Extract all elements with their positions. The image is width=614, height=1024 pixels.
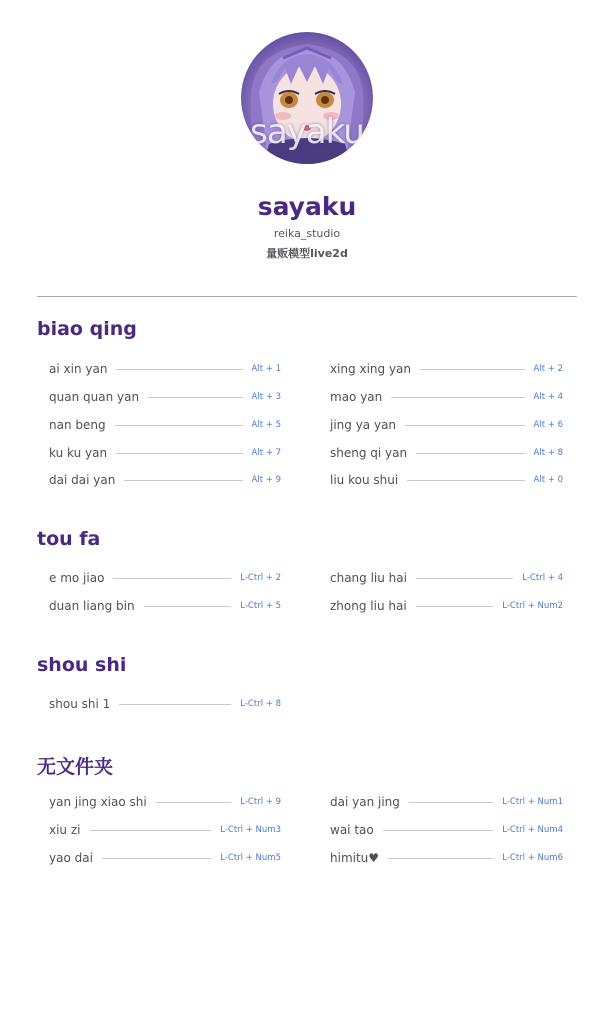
leader-line (405, 425, 525, 426)
hotkey-item (49, 416, 281, 434)
hotkey-item (330, 793, 563, 811)
hotkey-item (49, 793, 281, 811)
hotkey-item (49, 471, 281, 489)
hotkey-label: dai dai yan (49, 473, 116, 487)
hotkey-key: L-Ctrl + 4 (522, 573, 563, 583)
hotkey-key: L-Ctrl + 8 (240, 699, 281, 709)
hotkey-label: yao dai (49, 851, 93, 865)
hotkey-item (330, 416, 563, 434)
hotkey-key: Alt + 9 (251, 475, 281, 485)
leader-line (124, 480, 242, 481)
hotkey-label: ku ku yan (49, 446, 108, 460)
leader-line (416, 578, 513, 579)
hotkey-label: duan liang bin (49, 599, 135, 613)
hotkey-label: himitu♥ (330, 851, 380, 865)
hotkey-key: L-Ctrl + Num2 (502, 601, 563, 611)
hotkey-item (49, 388, 281, 406)
leader-line (407, 480, 524, 481)
leader-line (148, 397, 242, 398)
hotkey-key: Alt + 2 (533, 364, 563, 374)
leader-line (144, 606, 232, 607)
hotkey-label: xiu zi (49, 823, 81, 837)
hotkey-item (330, 821, 563, 839)
section-title-biao-qing: biao qing (37, 318, 137, 340)
leader-line (102, 858, 211, 859)
hotkey-key: Alt + 1 (251, 364, 281, 374)
hotkey-key: Alt + 8 (533, 448, 563, 458)
hotkey-key: L-Ctrl + Num5 (220, 853, 281, 863)
leader-line (115, 425, 243, 426)
hotkey-key: Alt + 4 (533, 392, 563, 402)
hotkey-label: liu kou shui (330, 473, 399, 487)
hotkey-label: chang liu hai (330, 571, 407, 585)
leader-line (113, 578, 231, 579)
hotkey-item (330, 388, 563, 406)
hotkey-key: L-Ctrl + Num6 (502, 853, 563, 863)
header-divider (37, 296, 577, 297)
hotkey-label: jing ya yan (330, 418, 397, 432)
hotkey-label: yan jing xiao shi (49, 795, 147, 809)
hotkey-key: Alt + 5 (251, 420, 281, 430)
hotkey-label: dai yan jing (330, 795, 400, 809)
leader-line (420, 369, 525, 370)
hotkey-key: Alt + 7 (251, 448, 281, 458)
hotkey-label: zhong liu hai (330, 599, 407, 613)
hotkey-key: L-Ctrl + 2 (240, 573, 281, 583)
hotkey-item (49, 444, 281, 462)
hotkey-key: L-Ctrl + Num1 (502, 797, 563, 807)
hotkey-label: sheng qi yan (330, 446, 408, 460)
leader-line (416, 453, 524, 454)
avatar-watermark-text: sayaku (250, 112, 364, 152)
hotkey-item (49, 695, 281, 713)
hotkey-item (49, 360, 281, 378)
hotkey-key: L-Ctrl + Num3 (220, 825, 281, 835)
hotkey-label: ai xin yan (49, 362, 108, 376)
avatar (241, 32, 373, 164)
hotkey-key: L-Ctrl + Num4 (502, 825, 563, 835)
leader-line (90, 830, 212, 831)
studio-name: reika_studio (273, 227, 341, 240)
tagline: 量贩模型live2d (266, 247, 348, 260)
section-title-shou-shi: shou shi (37, 654, 127, 676)
model-name: sayaku (257, 192, 357, 221)
hotkey-key: L-Ctrl + 5 (240, 601, 281, 611)
hotkey-label: nan beng (49, 418, 106, 432)
hotkey-key: Alt + 3 (251, 392, 281, 402)
section-title-tou-fa: tou fa (37, 528, 101, 550)
leader-line (388, 858, 493, 859)
leader-line (156, 802, 232, 803)
hotkey-item (330, 569, 563, 587)
hotkey-item (330, 360, 563, 378)
leader-line (409, 802, 493, 803)
hotkey-item (330, 597, 563, 615)
leader-line (119, 704, 231, 705)
hotkey-item (330, 444, 563, 462)
hotkey-key: Alt + 6 (533, 420, 563, 430)
hotkey-key: L-Ctrl + 9 (240, 797, 281, 807)
leader-line (383, 830, 494, 831)
hotkey-label: quan quan yan (49, 390, 140, 404)
hotkey-item (330, 471, 563, 489)
hotkey-item (49, 569, 281, 587)
hotkey-key: Alt + 0 (533, 475, 563, 485)
leader-line (416, 606, 494, 607)
hotkey-item (49, 821, 281, 839)
hotkey-label: e mo jiao (49, 571, 105, 585)
hotkey-label: mao yan (330, 390, 383, 404)
leader-line (116, 453, 242, 454)
hotkey-item (330, 849, 563, 867)
hotkey-label: xing xing yan (330, 362, 412, 376)
hotkey-label: wai tao (330, 823, 374, 837)
leader-line (116, 369, 242, 370)
hotkey-item (49, 849, 281, 867)
leader-line (391, 397, 524, 398)
hotkey-label: shou shi 1 (49, 697, 111, 711)
hotkey-item (49, 597, 281, 615)
section-title-no-folder: 无文件夹 (37, 756, 114, 778)
